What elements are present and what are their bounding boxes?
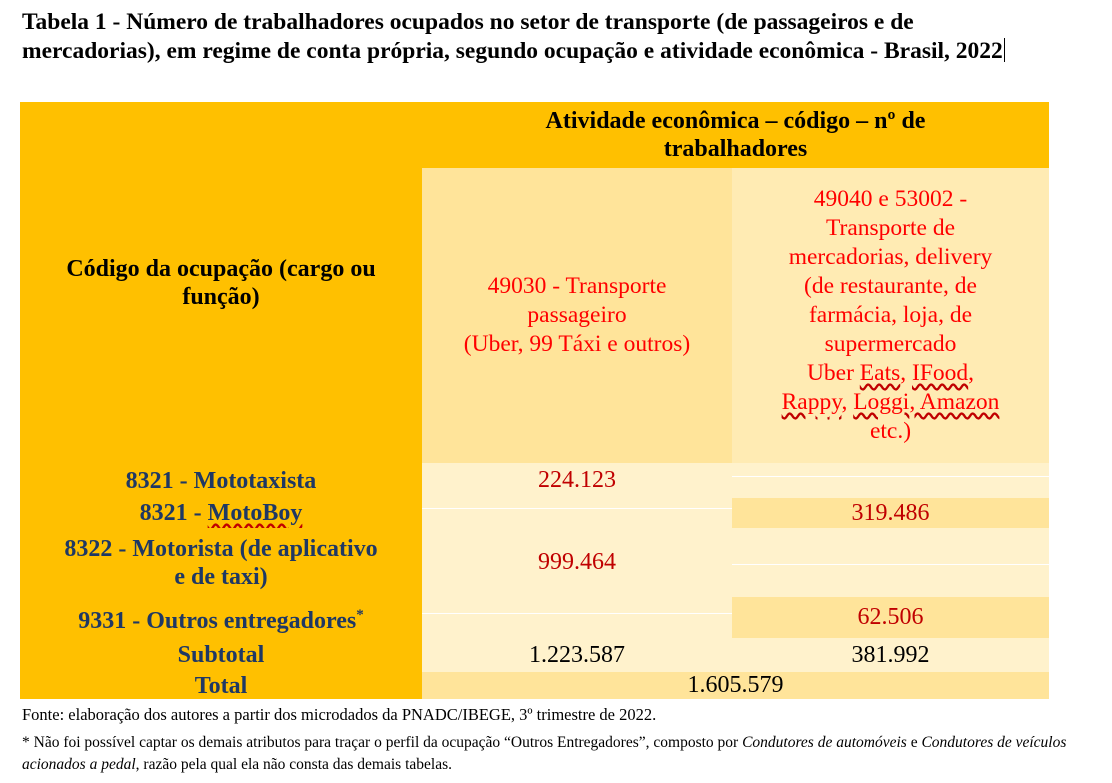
mototaxista-goods-value bbox=[732, 463, 1049, 498]
mototaxista-passenger-value: 224.123 bbox=[422, 463, 732, 498]
outros-passenger-value bbox=[422, 597, 732, 638]
passenger-transport-header: 49030 - Transporte passageiro (Uber, 99 Táxi e outros) bbox=[422, 168, 732, 463]
activity-header: Atividade econômica – código – nº de trabalhadores bbox=[422, 102, 1049, 168]
total-value: 1.605.579 bbox=[422, 672, 1049, 699]
row-divider bbox=[732, 564, 1049, 565]
table-title: Tabela 1 - Número de trabalhadores ocupados no setor de transporte (de passageiros e de mercadorias), em regime de conta própria, segundo ocupação e atividade econômica - Brasil, 2022 bbox=[22, 8, 1042, 66]
table-row-motoboy-label: 8321 - MotoBoy bbox=[20, 498, 422, 528]
motorista-goods-value bbox=[732, 528, 1049, 597]
goods-transport-header: 49040 e 53002 - Transporte de mercadorias, delivery (de restaurante, de farmácia, loja, de supermercado Uber Eats, IFood, Rappy, Loggi, Amazon etc.) bbox=[732, 168, 1049, 463]
table-row-motorista-label: 8322 - Motorista (de aplicativo e de taxi) bbox=[20, 528, 422, 597]
asterisk-footnote: * Não foi possível captar os demais atributos para traçar o perfil da ocupação “Outros Entregadores”, composto por Condutores de automóveis e Condutores de veículos acionados a pedal, razão pela qual ela não consta das demais tabelas. bbox=[22, 734, 1067, 773]
text-cursor bbox=[1004, 38, 1006, 62]
subtotal-goods-value: 381.992 bbox=[732, 638, 1049, 672]
total-label: Total bbox=[20, 672, 422, 699]
occupation-header: Código da ocupação (cargo ou função) bbox=[20, 102, 422, 463]
subtotal-passenger-value: 1.223.587 bbox=[422, 638, 732, 672]
row-divider bbox=[422, 508, 732, 509]
table-row-outros-entregadores-label: 9331 - Outros entregadores* bbox=[20, 597, 422, 638]
table-row-mototaxista-label: 8321 - Mototaxista bbox=[20, 463, 422, 498]
motoboy-passenger-value bbox=[422, 498, 732, 528]
data-table bbox=[20, 102, 1049, 699]
row-divider bbox=[732, 476, 1049, 477]
motorista-passenger-value: 999.464 bbox=[422, 528, 732, 597]
row-divider bbox=[422, 613, 732, 614]
outros-goods-value: 62.506 bbox=[732, 597, 1049, 638]
source-footnote: Fonte: elaboração dos autores a partir dos microdados da PNADC/IBEGE, 3º trimestre de 2022. bbox=[22, 705, 657, 724]
subtotal-label: Subtotal bbox=[20, 638, 422, 672]
motoboy-goods-value: 319.486 bbox=[732, 498, 1049, 528]
